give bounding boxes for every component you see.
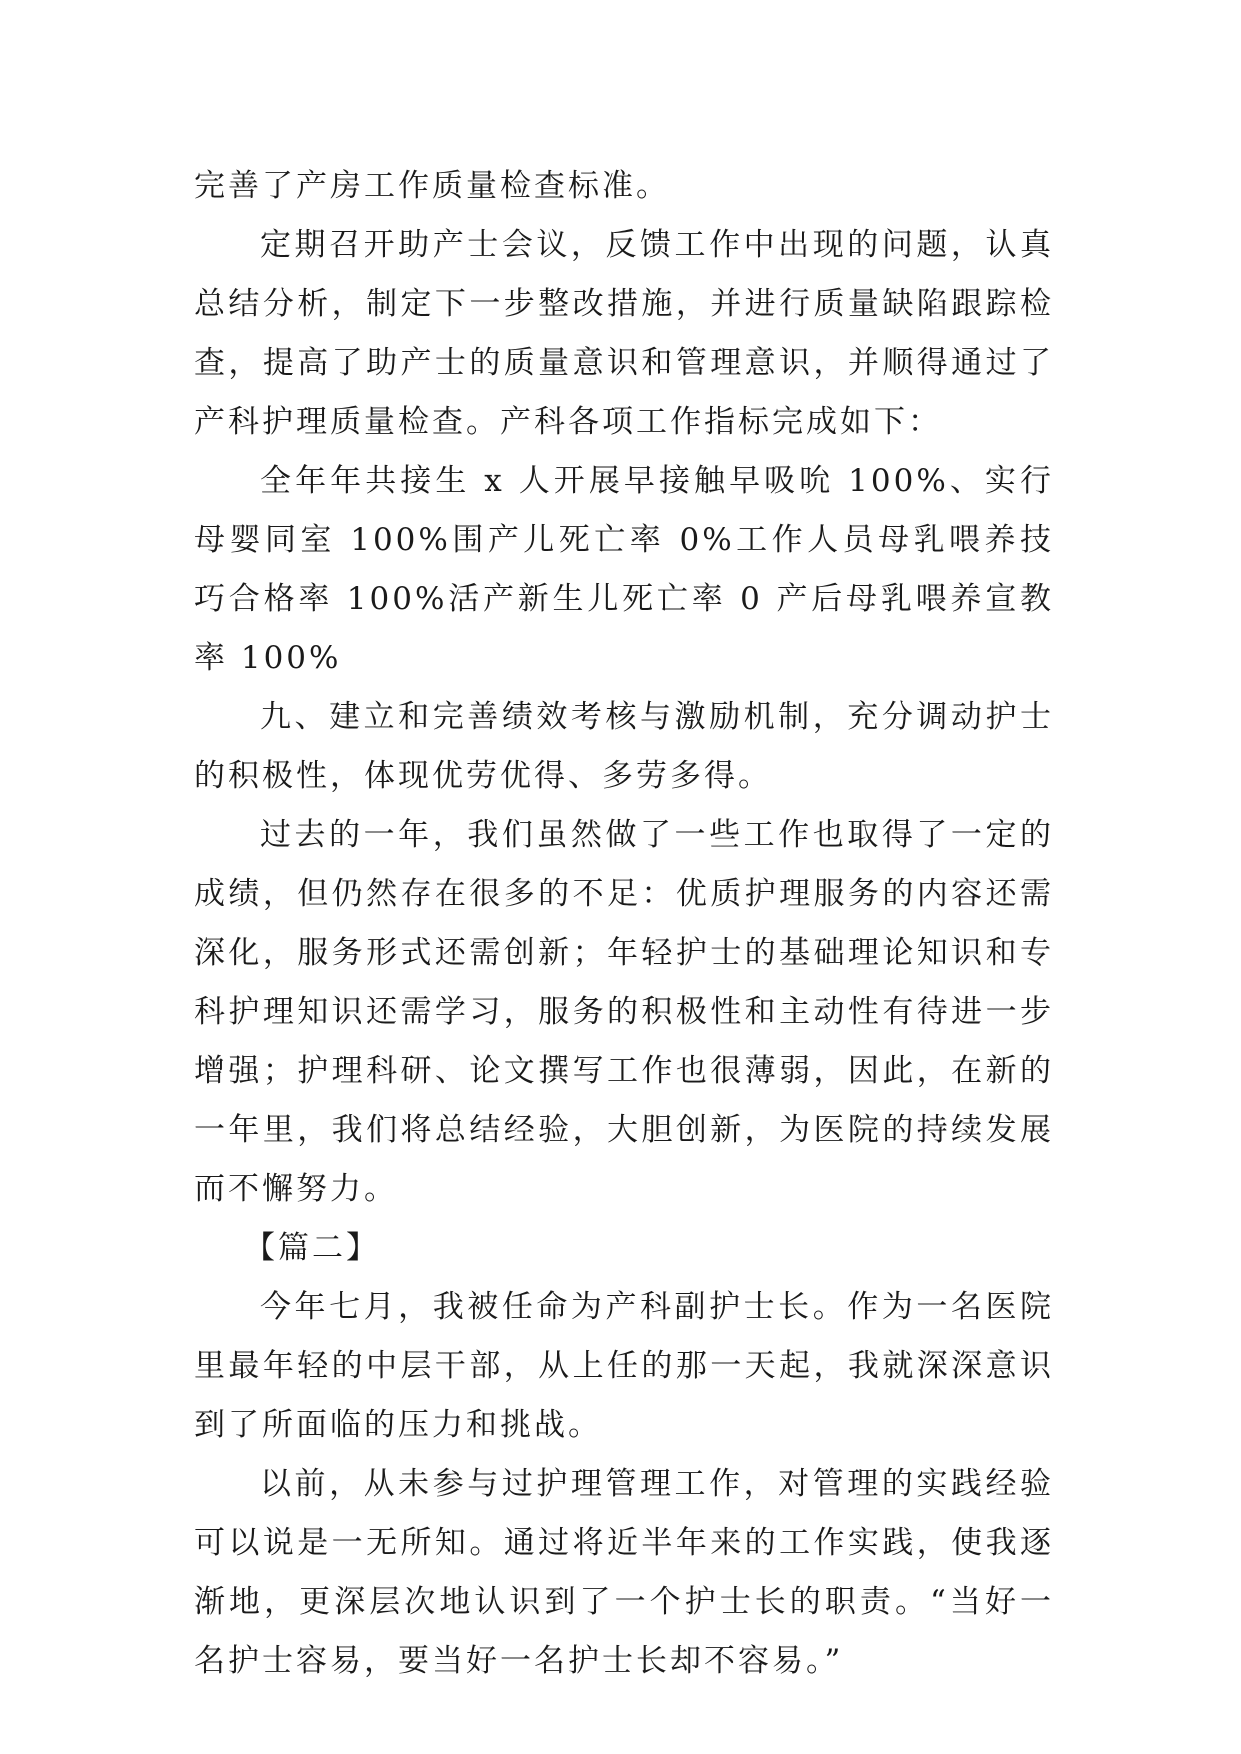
document-body [194, 157, 1054, 1691]
paragraph-indicators: 全年年共接生 x 人开展早接触早吸吮 100%、实行母婴同室 100%围产儿死亡率 0%工作人员母乳喂养技巧合格率 100%活产新生儿死亡率 0 产后母乳喂养宣教率 100% [194, 463, 1054, 676]
paragraph-continuation: 完善了产房工作质量检查标准。 [194, 168, 670, 204]
paragraph-experience: 以前，从未参与过护理管理工作，对管理的实践经验可以说是一无所知。通过将近半年来的工作实践，使我逐渐地，更深层次地认识到了一个护士长的职责。“当好一名护士容易，要当好一名护士长却不容易。” [194, 1466, 1054, 1679]
paragraph-item-nine: 九、建立和完善绩效考核与激励机制，充分调动护士的积极性，体现优劳优得、多劳多得。 [194, 699, 1054, 794]
paragraph-summary: 过去的一年，我们虽然做了一些工作也取得了一定的成绩，但仍然存在很多的不足：优质护理服务的内容还需深化，服务形式还需创新；年轻护士的基础理论知识和专科护理知识还需学习，服务的积极性和主动性有待进一步增强；护理科研、论文撰写工作也很薄弱，因此，在新的一年里，我们将总结经验，大胆创新，为医院的持续发展而不懈努力。 [194, 817, 1054, 1207]
paragraph-midwife-meeting: 定期召开助产士会议，反馈工作中出现的问题，认真总结分析，制定下一步整改措施，并进行质量缺陷跟踪检查，提高了助产士的质量意识和管理意识，并顺得通过了产科护理质量检查。产科各项工作指标完成如下： [194, 227, 1054, 440]
section-heading-part-two: 【篇二】 [244, 1230, 380, 1266]
paragraph-appointment: 今年七月，我被任命为产科副护士长。作为一名医院里最年轻的中层干部，从上任的那一天起，我就深深意识到了所面临的压力和挑战。 [194, 1289, 1054, 1443]
